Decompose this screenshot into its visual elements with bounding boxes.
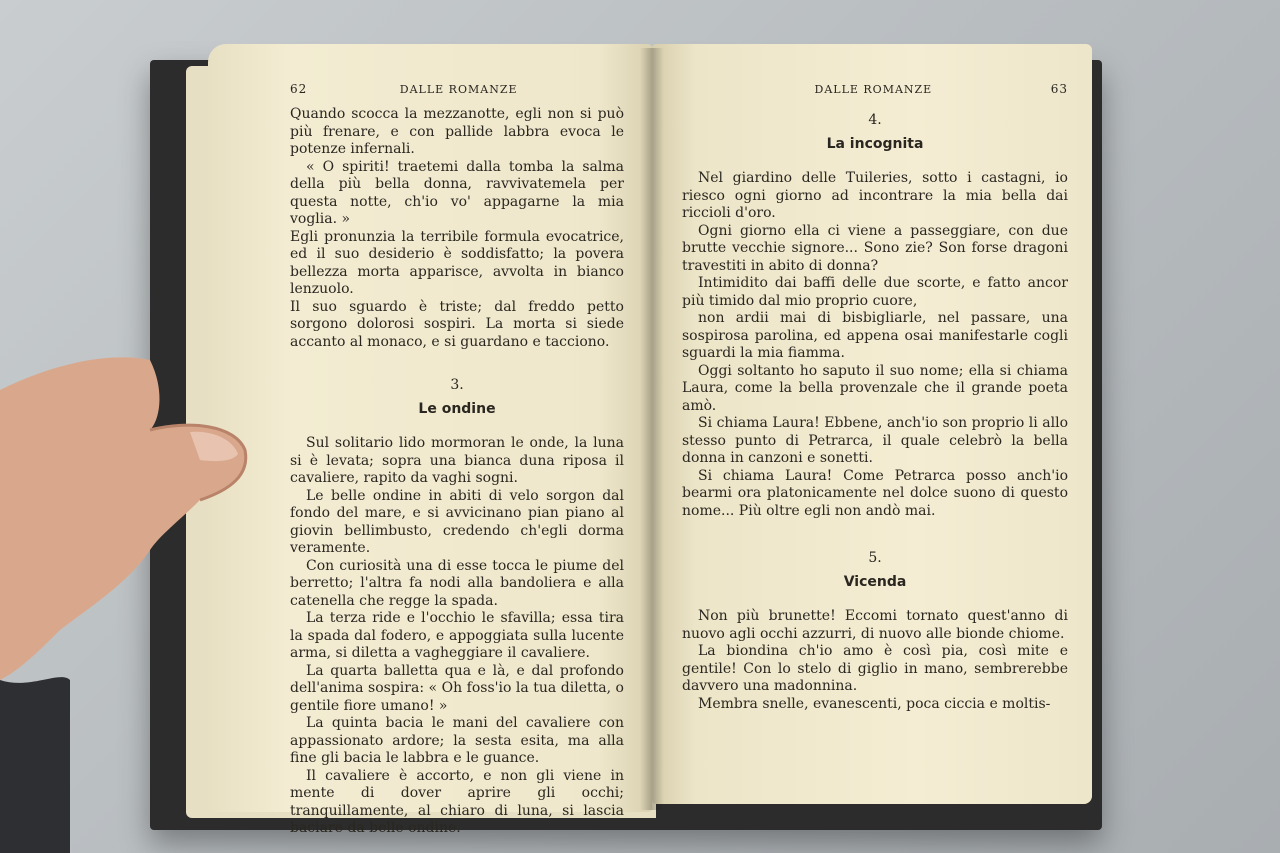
left-running-title: DALLE ROMANZE xyxy=(399,83,518,96)
paragraph: Membra snelle, evanescenti, poca ciccia e moltis- xyxy=(698,695,1051,712)
paragraph: La biondina ch'io amo è così pia, così mite e gentile! Con lo stelo di giglio in mano, sembrerebbe davvero una madonnina. xyxy=(682,643,1068,694)
paragraph: Non più brunette! Eccomi tornato quest'anno di nuovo agli occhi azzurri, di nuovo alle bionde chiome. xyxy=(682,608,1068,642)
section-number: 3. xyxy=(450,377,464,393)
right-section-a-text xyxy=(682,170,1068,520)
paragraph: Ogni giorno ella ci viene a passeggiare, con due brutte vecchie signore... Sono zie? Son forse dragoni travestiti in abito di donna? xyxy=(682,222,1068,274)
paragraph: La terza ride e l'occhio le sfavilla; essa tira la spada dal fodero, e appoggiata sulla lucente arma, si diletta a vagheggiare il cavaliere. xyxy=(290,610,624,661)
section-title: La incognita xyxy=(826,136,924,152)
paragraph: Si chiama Laura! Come Petrarca posso anch'io bearmi ora platonicamente nel dolce suono di questo nome... Più oltre egli non andò mai. xyxy=(682,467,1068,519)
paragraph: Il suo sguardo è triste; dal freddo petto sorgono dolorosi sospiri. La morta si siede accanto al monaco, e si guardano e tacciono. xyxy=(290,298,624,350)
paragraph: Il cavaliere è accorto, e non gli viene in mente di dover aprire gli occhi; tranquillamente, al chiaro di luna, si lascia baciare da belle ondine. xyxy=(290,767,624,836)
right-page-number: 63 xyxy=(1050,82,1068,96)
paragraph: Egli pronunzia la terribile formula evocatrice, ed il suo desiderio è soddisfatto; la povera bellezza morta apparisce, avvolta in bianco lenzuolo. xyxy=(290,228,624,297)
paragraph: Nel giardino delle Tuileries, sotto i castagni, io riesco ogni giorno ad incontrare la mia bella dai riccioli d'oro. xyxy=(682,170,1068,221)
section-number: 5. xyxy=(868,550,882,566)
right-running-title: DALLE ROMANZE xyxy=(814,83,933,96)
paragraph: Intimidito dai baffi delle due scorte, e fatto ancor più timido dal mio proprio cuore, xyxy=(682,275,1068,309)
right-running-head xyxy=(682,82,1068,96)
book-gutter-shadow xyxy=(640,48,664,810)
paragraph: Si chiama Laura! Ebbene, anch'io son proprio li allo stesso punto di Petrarca, il quale celebrò la bella donna in canzoni e sonetti. xyxy=(682,415,1068,466)
left-page xyxy=(208,44,652,836)
left-section-text xyxy=(290,435,624,838)
paragraph: La quarta balletta qua e là, e dal profondo dell'anima sospira: « Oh foss'io la tua diletta, o gentile fiore umano! » xyxy=(290,662,624,714)
paragraph: Le belle ondine in abiti di velo sorgon dal fondo del mare, e si avvicinano pian piano al giovin bellimbusto, credendo ch'egli dorma veramente. xyxy=(290,487,624,556)
left-page-number: 62 xyxy=(290,82,308,96)
paragraph: Con curiosità una di esse tocca le piume del berretto; l'altra fa nodi alla bandoliera e alla catenella che regge la spada. xyxy=(290,557,624,609)
left-opening-text xyxy=(290,106,624,351)
paragraph: non ardii mai di bisbigliarle, nel passare, una sospirosa parolina, ed appena osai manifestarle cogli sguardi la mia fiamma. xyxy=(682,310,1068,361)
paragraph: Sul solitario lido mormoran le onde, la luna si è levata; sopra una bianca duna riposa il cavaliere, rapito da vaghi sogni. xyxy=(290,435,624,486)
paragraph: « O spiriti! traetemi dalla tomba la salma della più bella donna, ravvivatemela per questa notte, ch'io vo' appagarne la mia voglia. » xyxy=(290,158,624,227)
section-title: Le ondine xyxy=(418,401,496,417)
paragraph: Quando scocca la mezzanotte, egli non si può più frenare, e con pallide labbra evoca le potenze infernali. xyxy=(290,106,624,157)
section-title: Vicenda xyxy=(843,574,907,590)
section-number: 4. xyxy=(868,112,882,128)
paragraph: La quinta bacia le mani del cavaliere con appassionato ardore; la sesta esita, ma alla fine gli bacia le labbra e le guance. xyxy=(290,715,624,766)
right-page xyxy=(652,44,1092,804)
hand-holding-book xyxy=(0,350,250,853)
right-section-b-text xyxy=(682,608,1068,713)
paragraph: Oggi soltanto ho saputo il suo nome; ella si chiama Laura, come la bella provenzale che il grande poeta amò. xyxy=(682,362,1068,414)
left-running-head xyxy=(290,82,624,96)
